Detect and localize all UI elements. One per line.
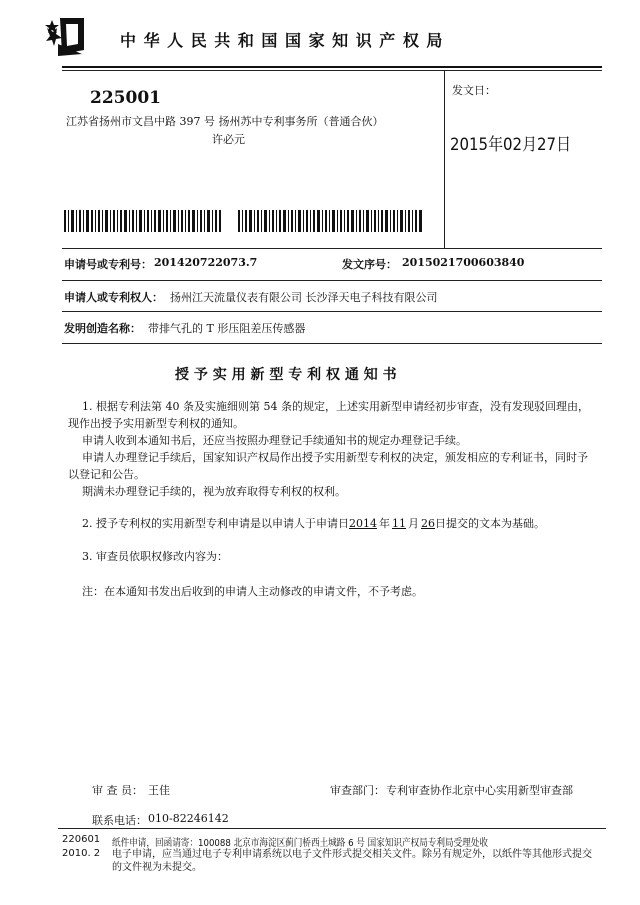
dispatch-date-label: 发文日： [452, 84, 496, 97]
department-value: 专利审查协作北京中心实用新型审查部 [386, 784, 573, 797]
department-label: 审查部门： [330, 784, 385, 797]
serial-no: 2015021700603840 [402, 256, 525, 269]
examiner-name: 王佳 [148, 784, 170, 797]
application-no-label: 申请号或专利号： [64, 258, 152, 271]
recipient-address: 江苏省扬州市文昌中路 397 号 扬州苏中专利事务所（普通合伙） [66, 115, 384, 128]
applicant-value: 扬州江天流量仪表有限公司 长沙泽天电子科技有限公司 [170, 291, 438, 304]
recipient-postcode: 225001 [90, 88, 161, 108]
recipient-name: 许必元 [212, 133, 245, 146]
header-rule-2 [62, 70, 602, 71]
filing-year-unit: 年 [379, 517, 390, 530]
electronic-submission-note: 电子申请，应当通过电子专利申请系统以电子文件形式提交相关文件。除另有规定外，以纸件等其他形式提交的文件视为未提交。 [112, 849, 592, 873]
notice-paragraph-1: 1. 根据专利法第 40 条及实施细则第 54 条的规定，上述实用新型申请经初步审查，没有发现驳回理由，现作出授予实用新型专利权的通知。 [68, 400, 589, 430]
dispatch-date-value: 2015年02月27日 [450, 135, 572, 155]
paper-submission-note: 纸件申请，回函请寄：100088 北京市海淀区蓟门桥西土城路 6 号 国家知识产权局专利局受理处收 [112, 838, 489, 849]
row-rule [62, 343, 602, 344]
date-column-divider [444, 70, 445, 248]
notice-paragraph-2: 申请人收到本通知书后，还应当按照办理登记手续通知书的规定办理登记手续。 [82, 434, 467, 447]
row-rule [62, 311, 602, 312]
examiner-label: 审 查 员： [92, 784, 143, 797]
filing-month: 11 [392, 517, 406, 530]
invention-label: 发明创造名称： [64, 322, 141, 335]
notice-paragraph-7: 注：在本通知书发出后收到的申请人主动修改的申请文件，不予考虑。 [82, 585, 423, 598]
notice-paragraph-6: 3. 审查员依职权修改内容为： [82, 550, 228, 563]
filing-date-prefix: 2. 授予专利权的实用新型专利申请是以申请人于申请日 [82, 517, 349, 530]
form-code: 220601 [62, 834, 101, 845]
office-logo [44, 14, 92, 58]
row-rule [62, 280, 602, 281]
form-date: 2010. 2 [62, 848, 101, 859]
application-no: 201420722073.7 [154, 256, 258, 269]
filing-date-suffix: 日提交的文本为基础。 [435, 517, 545, 530]
filing-year: 2014 [349, 517, 377, 530]
phone-number: 010-82246142 [148, 812, 229, 825]
serial-no-label: 发文序号： [342, 258, 397, 271]
notice-paragraph-5 [68, 515, 598, 532]
office-name: 中 华 人 民 共 和 国 国 家 知 识 产 权 局 [120, 31, 444, 50]
barcode-left [64, 210, 222, 232]
invention-value: 带排气孔的 T 形压阻差压传感器 [148, 322, 306, 335]
phone-label: 联系电话： [92, 814, 147, 827]
filing-month-unit: 月 [408, 517, 419, 530]
notice-paragraph-4: 期满未办理登记手续的，视为放弃取得专利权的权利。 [82, 485, 346, 498]
notice-paragraph-3: 申请人办理登记手续后，国家知识产权局作出授予实用新型专利权的决定，颁发相应的专利证书，同时予以登记和公告。 [68, 451, 588, 481]
notice-title: 授 予 实 用 新 型 专 利 权 通 知 书 [175, 367, 397, 383]
row-rule [62, 248, 602, 249]
barcode-right [238, 210, 422, 232]
header-rule [62, 66, 602, 68]
filing-day: 26 [421, 517, 435, 530]
footer-rule [58, 828, 606, 829]
applicant-label: 申请人或专利权人： [64, 291, 163, 304]
